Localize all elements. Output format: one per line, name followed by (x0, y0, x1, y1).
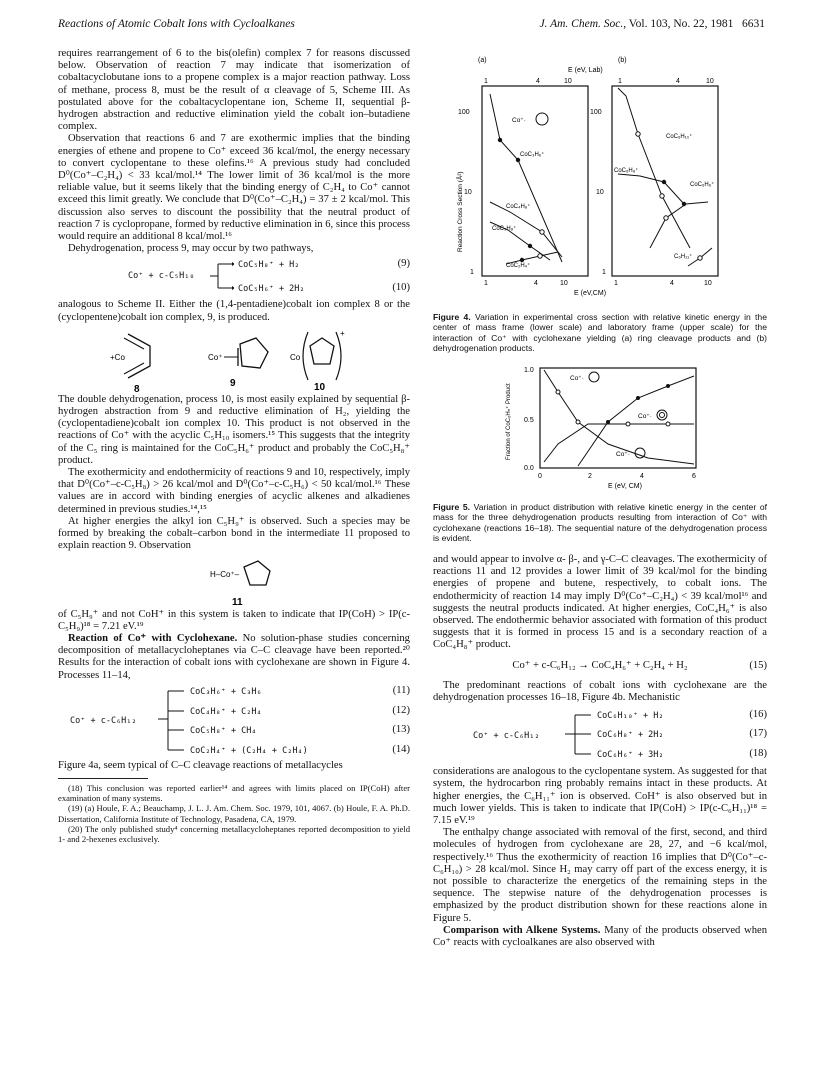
series-label: CoC₅H₈⁺ (492, 226, 517, 232)
paragraph: considerations are analogous to the cyclopentane system. As suggested for that system, the hydrocarbon ring probably remains intact in these products. At higher energies, the C₆H₁₁⁺ ion is observed. CoH⁺ is also observed but in much lower yields. This is taken to indicate that IP(CoH) > IP(c-C₆H₁₁)¹⁸ = 7.15 eV.¹⁹ (433, 766, 767, 827)
panel-a-frame (482, 86, 588, 276)
series-label: Co⁺· (638, 413, 652, 420)
equation-number: (10) (392, 282, 410, 294)
curve-CoC3H6 (490, 94, 562, 262)
branch-arrow (210, 259, 234, 293)
figure-4-plot (450, 52, 740, 302)
top-tick: 10 (706, 78, 714, 85)
reaction-scheme-9-10 (58, 259, 410, 293)
product: CoC₅H₈⁺ + H₂ (238, 260, 300, 271)
y-tick: 10 (464, 189, 472, 196)
svg-text:+: + (340, 328, 345, 338)
equation-number: (13) (392, 723, 410, 735)
reaction-scheme-11-14 (58, 686, 410, 756)
structure-11-drawing (58, 553, 410, 609)
top-tick: 4 (536, 78, 540, 85)
bottom-tick: 4 (534, 280, 538, 287)
figure-4-caption (433, 312, 767, 354)
structure-10-number: 10 (314, 381, 326, 393)
series-label: CoC₄H₈⁺ (506, 204, 531, 210)
structure-9-label: Co⁺ (208, 352, 223, 362)
curve-CoC6H10 (544, 370, 694, 464)
series-label: CoC₆H₆⁺ (690, 182, 715, 188)
equation-number: (18) (749, 748, 767, 760)
paragraph (433, 925, 767, 949)
product: CoC₆H₁₀⁺ + H₂ (597, 711, 664, 722)
series-label: CoC₂H₄⁺ (506, 263, 531, 269)
product: CoC₂H₄⁺ + (C₂H₄ + C₂H₄) (190, 745, 308, 756)
paragraph-text: Many of the products observed when Co⁺ reacts with cycloalkanes are also observed with (433, 924, 768, 949)
caption-lead: Figure 5. (433, 502, 471, 512)
structure-8 (110, 334, 150, 394)
top-tick: 4 (676, 78, 680, 85)
paragraph-text: No solution-phase studies concerning decomposition of metallacycloheptanes via C–C cleavage have been reported.²⁰ Results for the interaction of cobalt ions with cyclohexane are shown in Figure 4. Processes 11–14, (58, 632, 410, 681)
equation-number: (15) (749, 659, 767, 671)
bottom-tick: 1 (484, 280, 488, 287)
equation-15 (433, 660, 767, 672)
paragraph: At higher energies the alkyl ion C₅H₉⁺ is observed. Such a species may be formed by breaking the cobalt–carbon bond in the intermediate 11 proposed to explain reaction 9. Observation (58, 515, 410, 552)
paragraph: The predominant reactions of cobalt ions with cyclohexane are the dehydrogenation processes 16–18, Figure 4b. Mechanistic (433, 679, 767, 704)
bottom-tick: 4 (670, 280, 674, 287)
journal-name: J. Am. Chem. Soc., (539, 18, 627, 30)
paragraph: The exothermicity and endothermicity of reactions 9 and 10, respectively, imply that D⁰(Co⁺–c-C₅H₈) > 26 kcal/mol and D⁰(Co⁺–c-C₅H₆) < 50 kcal/mol.¹⁶ These values are in accord with binding energies of acyclic alkenes and alkadienes determined in previous studies.¹⁴,¹⁵ (58, 467, 410, 515)
cyclohexane-icon (536, 113, 548, 125)
x-tick: 6 (692, 473, 696, 480)
structure-11-label: H–Co⁺– (210, 569, 240, 579)
curve-CoC6H6 (578, 376, 694, 466)
caption-lead: Figure 4. (433, 312, 471, 322)
panel-a-label: (a) (478, 57, 487, 64)
footnote-rule (58, 778, 148, 779)
equation-number: (9) (397, 258, 410, 270)
y-tick-b: 100 (590, 109, 602, 116)
structure-8-number: 8 (134, 383, 140, 394)
paragraph: The enthalpy change associated with removal of the first, second, and third molecules of hydrogen from cyclohexane are 28, 27, and −6 kcal/mol, respectively.¹⁶ Thus the exothermicity of reaction 16 implies that D⁰(Co⁺–c-C₆H₁₀) > 28 kcal/mol. Since H₂ may carry off part of the excess energy, it is not possible to characterize the energetics of the remaining steps in the sequence. The stepwise nature of the dehydrogenation processes is emphasized by the product distribution shown for these reactions alone in Figure 5. (433, 827, 767, 924)
journal-citation (539, 18, 765, 30)
y-tick: 0.5 (524, 417, 534, 424)
footnote-20: (20) The only published study⁴ concerning metallacycloheptanes reported decomposition to yield 1- and 2-hexenes exclusively. (58, 823, 410, 844)
top-tick: 10 (564, 78, 572, 85)
series-label: Co⁺· (512, 117, 526, 124)
figure-5-plot (498, 362, 708, 492)
branch-arrow (565, 710, 593, 760)
paragraph: Observation that reactions 6 and 7 are exothermic implies that the binding energies of ethene and propene to Co⁺ exceed 36 kcal/mol, the energy necessary to convert cyclopentane to these olefins.¹⁶ A previous study had concluded D⁰(Co⁺–C₂H₄) < 33 kcal/mol.¹⁴ The lower limit of 36 kcal/mol is the more reliable value, but it seems likely that the binding energy of C₂H₄ to Co⁺ cannot exceed this limit greatly. We conclude that D⁰(Co⁺–C₂H₄) = 37 ± 2 kcal/mol. This discussion also serves to discount the possibility that the neutral product of reaction 7 is cyclopropane, formed by reductive elimination in 6, since this process would require an additional 8 kcal/mol.¹⁶ (58, 133, 410, 243)
running-title: Reactions of Atomic Cobalt Ions with Cycloalkanes (58, 18, 295, 30)
y-tick-b: 10 (596, 189, 604, 196)
left-column (58, 48, 410, 844)
caption-text: Variation in product distribution with relative kinetic energy in the center of mass for the three dehydrogenation products resulting from interaction of Co⁺ with cyclohexane (reactions 16–18). The sequential nature of the dehydrogenation process is evident. (433, 502, 767, 544)
figure-4 (450, 52, 740, 302)
product: CoC₆H₈⁺ + 2H₂ (597, 730, 664, 741)
equation: Co⁺ + c-C₆H₁₂ → CoC₄H₆⁺ + C₂H₄ + H₂ (512, 659, 688, 671)
x-tick: 2 (588, 473, 592, 480)
equation-number: (17) (749, 728, 767, 740)
y-axis-label: Reaction Cross Section (Å²) (457, 171, 464, 252)
y-tick: 0.0 (524, 465, 534, 472)
product: CoC₅H₈⁺ + CH₄ (190, 725, 257, 736)
y-tick: 100 (458, 109, 470, 116)
reactant: Co⁺ + c-C₆H₁₂ (70, 715, 137, 726)
equation-number: (12) (392, 704, 410, 716)
product: CoC₅H₆⁺ + 2H₂ (238, 284, 305, 295)
paragraph: Dehydrogenation, process 9, may occur by two pathways, (68, 243, 314, 255)
structure-9-number: 9 (230, 377, 236, 389)
page-number: 6631 (742, 18, 765, 30)
x-tick: 4 (640, 473, 644, 480)
paragraph: analogous to Scheme II. Either the (1,4-pentadiene)cobalt ion complex 8 or the (cyclopentene)cobalt ion complex, 9, is produced. (58, 299, 410, 323)
figure-5-caption (433, 502, 767, 544)
paragraph (58, 633, 410, 682)
equation-number: (11) (392, 684, 410, 696)
bottom-axis-label: E (eV,CM) (574, 290, 607, 297)
section-heading: Reaction of Co⁺ with Cyclohexane. (68, 632, 238, 644)
panel-b-label: (b) (618, 57, 627, 64)
structure-11 (58, 553, 410, 609)
structure-10 (290, 329, 345, 393)
reactant: Co⁺ + c-C₅H₁₀ (128, 271, 195, 282)
y-axis-label: Fraction of CoC₆Hₙ⁺ Product (506, 383, 512, 460)
top-tick: 1 (618, 78, 622, 85)
x-tick: 0 (538, 473, 542, 480)
series-label: C₆H₁₁⁺ (674, 254, 693, 260)
y-tick: 1.0 (524, 367, 534, 374)
footnote-18: (18) This conclusion was reported earlier¹⁴ and agrees with limits placed on IP(CoH) after examination of many systems. (58, 782, 410, 804)
series-label: Co⁺· (616, 451, 630, 458)
equation-number: (16) (749, 709, 767, 721)
reactant: Co⁺ + c-C₆H₁₂ (473, 731, 540, 742)
structure-drawings (58, 324, 410, 394)
series-label: CoC₆H₁₀⁺ (666, 134, 693, 140)
curve-CoC6H8 (618, 174, 684, 204)
top-tick: 1 (484, 78, 488, 85)
series-label: Co⁺· (570, 375, 584, 382)
product: CoC₃H₆⁺ + C₃H₆ (190, 686, 262, 697)
footnote-19: (19) (a) Houle, F. A.; Beauchamp, J. L. J. Am. Chem. Soc. 1979, 101, 4067. (b) Houle, F. A. Ph.D. Dissertation, California Institute of Technology, Pasadena, CA, 1979. (58, 803, 410, 824)
equation-number: (14) (392, 743, 410, 755)
x-axis-label: E (eV, CM) (608, 483, 642, 490)
bottom-tick: 1 (614, 280, 618, 287)
caption-text: Variation in experimental cross section with relative kinetic energy in the center of mass frame (lower scale) and laboratory frame (upper scale) for the interaction of Co⁺ with cyclohexane yielding (a) ring cleavage products and (b) dehydrogenation products. (433, 312, 767, 354)
paragraph: requires rearrangement of 6 to the bis(olefin) complex 7 for reasons discussed below. Observation of reaction 7 may indicate that isomerization of cobaltacyclobutane ions to a propene complex is a major reaction pathway. Loss of methane, process 8, must be the result of α cleavage of 5, Scheme III. As postulated above for the cobaltacyclopentane ion, Scheme II, sequential β-hydrogen abstraction and reductive elimination yield the cobalt ion–butadiene complex. (58, 48, 410, 133)
paragraph: and would appear to involve α- β-, and γ-C–C cleavages. The exothermicity of reactions 11 and 12 provides a lower limit of 39 kcal/mol for the binding energies of propene and butene, respectively, to cobalt ions. The endothermicity of reaction 14 may imply D⁰(Co⁺–C₂H₄) < 39 kcal/mol¹⁶ and suggests the neutral products indicated. At higher energies, CoC₄H₆⁺ is also observed. The endothermic behavior associated with formation of this product suggests that it is formed in process 15 and is a secondary reaction of a CoC₄H₈⁺ product. (433, 554, 767, 651)
product: CoC₄H₈⁺ + C₂H₄ (190, 706, 262, 717)
right-column (433, 554, 767, 949)
paragraph: Figure 4a, seem typical of C–C cleavage reactions of metallacycles (58, 759, 343, 771)
paragraph: of C₅H₉⁺ and not CoH⁺ in this system is taken to indicate that IP(CoH) > IP(c-C₅H₉)¹⁸ = 7.21 eV.¹⁹ (58, 608, 410, 632)
product: CoC₆H₆⁺ + 3H₂ (597, 750, 664, 761)
top-axis-label: E (eV, Lab) (568, 67, 603, 74)
branch-arrow (158, 686, 186, 756)
structure-10-label: Co (290, 352, 301, 362)
y-tick-b: 1 (602, 269, 606, 276)
volume-info: Vol. 103, No. 22, 1981 (628, 18, 734, 30)
reaction-scheme-16-18 (433, 710, 767, 760)
y-tick: 1 (470, 269, 474, 276)
paragraph: The double dehydrogenation, process 10, is most easily explained by sequential β-hydrogen abstraction from 9 and reductive elimination of H₂, yielding the (cyclopentadiene)cobalt ion complex 10. This product is not observed in the reactions of Co⁺ with the acyclic C₅H₁₀ isomers.¹⁵ This suggests that the integrity of the C₅ ring is maintained for the CoC₅H₆⁺ product and probably the CoC₅H₈⁺ product. (58, 393, 410, 466)
section-heading: Comparison with Alkene Systems. (443, 924, 601, 936)
structure-8-label: +Co (110, 352, 125, 362)
structures-8-9-10 (58, 324, 410, 394)
curve-CoC6H6 (650, 202, 708, 248)
structure-9 (208, 338, 268, 389)
bottom-tick: 10 (560, 280, 568, 287)
series-label: CoC₆H₈⁺ (614, 168, 639, 174)
structure-11-number: 11 (232, 596, 243, 608)
series-label: CoC₃H₆⁺ (520, 152, 545, 158)
figure-5 (498, 362, 708, 492)
bottom-tick: 10 (704, 280, 712, 287)
